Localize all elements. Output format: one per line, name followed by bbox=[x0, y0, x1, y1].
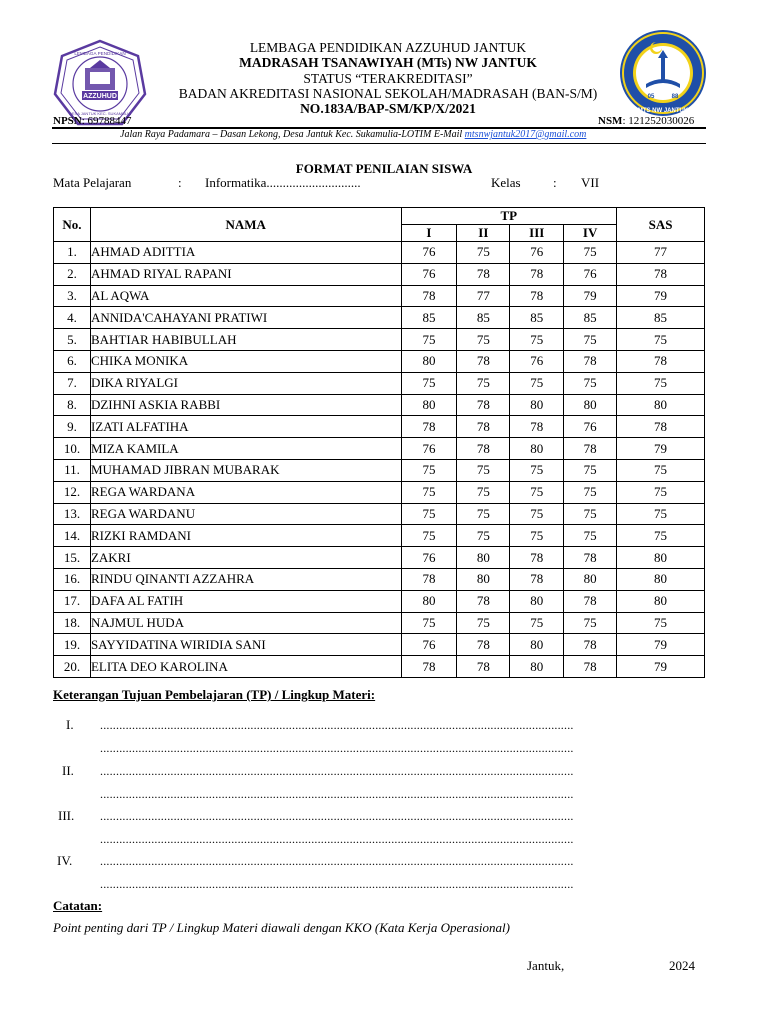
student-name: DZIHNI ASKIA RABBI bbox=[90, 394, 401, 416]
tp-score-3: 78 bbox=[510, 547, 564, 569]
tp-score-2: 75 bbox=[457, 372, 510, 394]
student-name: AL AQWA bbox=[90, 285, 401, 307]
student-name: IZATI ALFATIHA bbox=[90, 416, 401, 438]
sas-score: 75 bbox=[617, 329, 705, 351]
tp-score-3: 78 bbox=[510, 263, 564, 285]
student-name: MUHAMAD JIBRAN MUBARAK bbox=[90, 459, 401, 481]
tp-score-4: 78 bbox=[564, 634, 617, 656]
tp-item-3-line-a: .................................................................................................................................................... bbox=[100, 809, 574, 823]
table-row bbox=[54, 590, 705, 612]
tp-score-3: 80 bbox=[510, 394, 564, 416]
table-row bbox=[54, 329, 705, 351]
npsn bbox=[53, 115, 132, 127]
tp-score-2: 75 bbox=[457, 459, 510, 481]
tp-score-4: 75 bbox=[564, 242, 617, 264]
tp-score-1: 75 bbox=[401, 612, 457, 634]
grades-table bbox=[53, 207, 705, 678]
accreditation-status: STATUS “TERAKREDITASI” bbox=[303, 71, 473, 86]
row-number: 4. bbox=[54, 307, 91, 329]
tp-score-4: 79 bbox=[564, 285, 617, 307]
tp-score-4: 78 bbox=[564, 438, 617, 460]
tp-score-3: 75 bbox=[510, 329, 564, 351]
tp-score-1: 75 bbox=[401, 525, 457, 547]
row-number: 12. bbox=[54, 481, 91, 503]
logo-left-bottom-text: DESA JANTUK KEC. SUKAMULIA bbox=[68, 111, 132, 116]
row-number: 20. bbox=[54, 656, 91, 678]
tp-score-3: 75 bbox=[510, 481, 564, 503]
student-name: REGA WARDANU bbox=[90, 503, 401, 525]
logo-right-text: MTS NW JANTUK bbox=[637, 108, 689, 114]
table-row bbox=[54, 394, 705, 416]
student-name: RINDU QINANTI AZZAHRA bbox=[90, 568, 401, 590]
nsm bbox=[598, 115, 694, 127]
sas-score: 80 bbox=[617, 394, 705, 416]
sas-score: 80 bbox=[617, 590, 705, 612]
header-tp-1: I bbox=[401, 225, 457, 242]
tp-score-1: 76 bbox=[401, 242, 457, 264]
school-name: MADRASAH TSANAWIYAH (MTs) NW JANTUK bbox=[239, 55, 537, 70]
sas-score: 78 bbox=[617, 263, 705, 285]
logo-left-top-text: LEMBAGA PENDIDIKAN bbox=[74, 51, 126, 56]
header-no: No. bbox=[54, 208, 91, 242]
class-colon: : bbox=[553, 175, 557, 190]
table-row bbox=[54, 525, 705, 547]
sas-score: 80 bbox=[617, 568, 705, 590]
row-number: 14. bbox=[54, 525, 91, 547]
tp-score-2: 85 bbox=[457, 307, 510, 329]
nsm-value: : 121252030026 bbox=[622, 115, 695, 127]
table-row bbox=[54, 481, 705, 503]
npsn-value: : 69788447 bbox=[81, 115, 132, 127]
keterangan-title: Keterangan Tujuan Pembelajaran (TP) / Lingkup Materi: bbox=[53, 687, 376, 702]
tp-score-2: 78 bbox=[457, 656, 510, 678]
logo-right-num-right: 88 bbox=[671, 94, 679, 100]
tp-score-4: 76 bbox=[564, 263, 617, 285]
sas-score: 78 bbox=[617, 416, 705, 438]
subject-colon: : bbox=[178, 175, 182, 190]
tp-score-2: 80 bbox=[457, 568, 510, 590]
row-number: 2. bbox=[54, 263, 91, 285]
tp-score-3: 78 bbox=[510, 285, 564, 307]
sas-score: 78 bbox=[617, 350, 705, 372]
catatan-text: Point penting dari TP / Lingkup Materi diawali dengan KKO (Kata Kerja Operasional) bbox=[53, 920, 510, 935]
tp-score-3: 78 bbox=[510, 416, 564, 438]
logo-left-mid-text: AZZUHUD bbox=[83, 93, 117, 100]
tp-item-3-line-b: .................................................................................................................................................... bbox=[100, 832, 574, 846]
tp-score-1: 80 bbox=[401, 350, 457, 372]
student-name: DAFA AL FATIH bbox=[90, 590, 401, 612]
tp-score-2: 80 bbox=[457, 547, 510, 569]
tp-score-4: 76 bbox=[564, 416, 617, 438]
tp-score-2: 78 bbox=[457, 634, 510, 656]
tp-score-1: 75 bbox=[401, 459, 457, 481]
sas-score: 75 bbox=[617, 525, 705, 547]
row-number: 5. bbox=[54, 329, 91, 351]
tp-score-4: 80 bbox=[564, 568, 617, 590]
student-name: RIZKI RAMDANI bbox=[90, 525, 401, 547]
tp-score-4: 78 bbox=[564, 350, 617, 372]
tp-score-3: 75 bbox=[510, 612, 564, 634]
table-row bbox=[54, 263, 705, 285]
tp-item-1-label: I. bbox=[66, 717, 74, 732]
row-number: 9. bbox=[54, 416, 91, 438]
tp-score-3: 75 bbox=[510, 372, 564, 394]
tp-score-1: 76 bbox=[401, 263, 457, 285]
tp-score-3: 85 bbox=[510, 307, 564, 329]
tp-score-1: 85 bbox=[401, 307, 457, 329]
signature-place: Jantuk, bbox=[527, 958, 565, 973]
student-name: CHIKA MONIKA bbox=[90, 350, 401, 372]
tp-item-4-label: IV. bbox=[57, 853, 73, 868]
tp-score-2: 75 bbox=[457, 481, 510, 503]
address-text: Jalan Raya Padamara – Dasan Lekong, Desa Jantuk Kec. Sukamulia-LOTIM E-Mail bbox=[120, 129, 465, 140]
tp-score-2: 75 bbox=[457, 612, 510, 634]
table-row bbox=[54, 438, 705, 460]
header-rule-bottom bbox=[52, 143, 706, 144]
accreditation-board: BADAN AKREDITASI NASIONAL SEKOLAH/MADRASAH (BAN-S/M) bbox=[178, 86, 598, 101]
tp-item-4-line-b: .................................................................................................................................................... bbox=[100, 877, 574, 891]
table-row bbox=[54, 307, 705, 329]
student-name: ANNIDA'CAHAYANI PRATIWI bbox=[90, 307, 401, 329]
tp-score-2: 75 bbox=[457, 525, 510, 547]
subject-value: Informatika............................. bbox=[205, 175, 361, 190]
table-row bbox=[54, 612, 705, 634]
email-link[interactable]: mtsnwjantuk2017@gmail.com bbox=[464, 129, 587, 140]
tp-score-4: 75 bbox=[564, 612, 617, 634]
npsn-label: NPSN bbox=[53, 115, 82, 127]
tp-score-4: 78 bbox=[564, 590, 617, 612]
tp-score-1: 76 bbox=[401, 634, 457, 656]
tp-score-2: 75 bbox=[457, 503, 510, 525]
row-number: 6. bbox=[54, 350, 91, 372]
tp-score-2: 75 bbox=[457, 242, 510, 264]
tp-score-1: 80 bbox=[401, 394, 457, 416]
class-label: Kelas bbox=[491, 175, 521, 190]
student-name: ELITA DEO KAROLINA bbox=[90, 656, 401, 678]
header-sas: SAS bbox=[617, 208, 705, 242]
tp-score-3: 78 bbox=[510, 568, 564, 590]
institution-name: LEMBAGA PENDIDIKAN AZZUHUD JANTUK bbox=[249, 40, 527, 55]
sas-score: 79 bbox=[617, 285, 705, 307]
row-number: 1. bbox=[54, 242, 91, 264]
tp-score-4: 78 bbox=[564, 547, 617, 569]
sas-score: 75 bbox=[617, 481, 705, 503]
sas-score: 75 bbox=[617, 459, 705, 481]
tp-score-1: 75 bbox=[401, 329, 457, 351]
tp-score-2: 77 bbox=[457, 285, 510, 307]
tp-item-2-line-b: .................................................................................................................................................... bbox=[100, 787, 574, 801]
header-tp: TP bbox=[401, 208, 617, 225]
accreditation-number: NO.183A/BAP-SM/KP/X/2021 bbox=[300, 101, 476, 116]
tp-score-4: 80 bbox=[564, 394, 617, 416]
tp-score-2: 78 bbox=[457, 350, 510, 372]
tp-score-3: 75 bbox=[510, 525, 564, 547]
class-value: VII bbox=[581, 175, 600, 190]
table-row bbox=[54, 285, 705, 307]
row-number: 11. bbox=[54, 459, 91, 481]
student-name: SAYYIDATINA WIRIDIA SANI bbox=[90, 634, 401, 656]
table-row bbox=[54, 372, 705, 394]
header-tp-4: IV bbox=[564, 225, 617, 242]
address-line bbox=[120, 129, 586, 140]
student-name: DIKA RIYALGI bbox=[90, 372, 401, 394]
tp-score-4: 75 bbox=[564, 525, 617, 547]
tp-item-4-line-a: .................................................................................................................................................... bbox=[100, 854, 574, 868]
tp-score-1: 78 bbox=[401, 285, 457, 307]
row-number: 19. bbox=[54, 634, 91, 656]
tp-score-1: 76 bbox=[401, 547, 457, 569]
sas-score: 79 bbox=[617, 656, 705, 678]
header-tp-2: II bbox=[457, 225, 510, 242]
tp-item-3-label: III. bbox=[58, 808, 75, 823]
signature-year: 2024 bbox=[669, 958, 695, 973]
tp-score-2: 78 bbox=[457, 438, 510, 460]
tp-score-1: 75 bbox=[401, 481, 457, 503]
table-row bbox=[54, 568, 705, 590]
tp-score-3: 75 bbox=[510, 459, 564, 481]
sas-score: 79 bbox=[617, 438, 705, 460]
sas-score: 75 bbox=[617, 612, 705, 634]
row-number: 16. bbox=[54, 568, 91, 590]
tp-score-1: 78 bbox=[401, 568, 457, 590]
student-name: AHMAD ADITTIA bbox=[90, 242, 401, 264]
tp-score-1: 80 bbox=[401, 590, 457, 612]
catatan-title: Catatan: bbox=[53, 898, 103, 913]
sas-score: 85 bbox=[617, 307, 705, 329]
tp-score-4: 85 bbox=[564, 307, 617, 329]
tp-score-4: 75 bbox=[564, 329, 617, 351]
table-row bbox=[54, 547, 705, 569]
row-number: 8. bbox=[54, 394, 91, 416]
student-name: BAHTIAR HABIBULLAH bbox=[90, 329, 401, 351]
tp-score-2: 78 bbox=[457, 394, 510, 416]
nsm-label: NSM bbox=[598, 115, 623, 127]
student-name: NAJMUL HUDA bbox=[90, 612, 401, 634]
table-row bbox=[54, 503, 705, 525]
tp-score-2: 78 bbox=[457, 263, 510, 285]
header-nama: NAMA bbox=[90, 208, 401, 242]
row-number: 17. bbox=[54, 590, 91, 612]
tp-score-4: 75 bbox=[564, 459, 617, 481]
table-row bbox=[54, 656, 705, 678]
tp-score-1: 75 bbox=[401, 372, 457, 394]
tp-score-1: 78 bbox=[401, 416, 457, 438]
tp-score-4: 75 bbox=[564, 372, 617, 394]
mts-nw-jantuk-logo bbox=[618, 28, 708, 118]
tp-score-3: 80 bbox=[510, 438, 564, 460]
sas-score: 80 bbox=[617, 547, 705, 569]
tp-score-3: 80 bbox=[510, 634, 564, 656]
sas-score: 77 bbox=[617, 242, 705, 264]
tp-score-2: 75 bbox=[457, 329, 510, 351]
tp-item-2-line-a: .................................................................................................................................................... bbox=[100, 764, 574, 778]
sas-score: 79 bbox=[617, 634, 705, 656]
tp-score-3: 76 bbox=[510, 350, 564, 372]
tp-score-3: 80 bbox=[510, 656, 564, 678]
table-row bbox=[54, 634, 705, 656]
tp-score-2: 78 bbox=[457, 590, 510, 612]
form-title: FORMAT PENILAIAN SISWA bbox=[295, 161, 473, 176]
row-number: 3. bbox=[54, 285, 91, 307]
header-tp-3: III bbox=[510, 225, 564, 242]
tp-item-2-label: II. bbox=[62, 763, 74, 778]
tp-score-3: 75 bbox=[510, 503, 564, 525]
table-row bbox=[54, 242, 705, 264]
tp-score-1: 76 bbox=[401, 438, 457, 460]
row-number: 15. bbox=[54, 547, 91, 569]
row-number: 7. bbox=[54, 372, 91, 394]
tp-item-1-line-b: .................................................................................................................................................... bbox=[100, 741, 574, 755]
tp-score-4: 75 bbox=[564, 481, 617, 503]
tp-score-1: 75 bbox=[401, 503, 457, 525]
table-row bbox=[54, 416, 705, 438]
tp-score-2: 78 bbox=[457, 416, 510, 438]
row-number: 10. bbox=[54, 438, 91, 460]
table-row bbox=[54, 459, 705, 481]
tp-item-1-line-a: .................................................................................................................................................... bbox=[100, 718, 574, 732]
tp-score-4: 75 bbox=[564, 503, 617, 525]
row-number: 13. bbox=[54, 503, 91, 525]
tp-score-3: 80 bbox=[510, 590, 564, 612]
student-name: AHMAD RIYAL RAPANI bbox=[90, 263, 401, 285]
subject-label: Mata Pelajaran bbox=[53, 175, 132, 190]
tp-score-4: 78 bbox=[564, 656, 617, 678]
tp-score-1: 78 bbox=[401, 656, 457, 678]
student-name: REGA WARDANA bbox=[90, 481, 401, 503]
student-name: ZAKRI bbox=[90, 547, 401, 569]
table-row bbox=[54, 350, 705, 372]
student-name: MIZA KAMILA bbox=[90, 438, 401, 460]
row-number: 18. bbox=[54, 612, 91, 634]
sas-score: 75 bbox=[617, 372, 705, 394]
sas-score: 75 bbox=[617, 503, 705, 525]
logo-right-num-left: 05 bbox=[647, 94, 655, 100]
tp-score-3: 76 bbox=[510, 242, 564, 264]
